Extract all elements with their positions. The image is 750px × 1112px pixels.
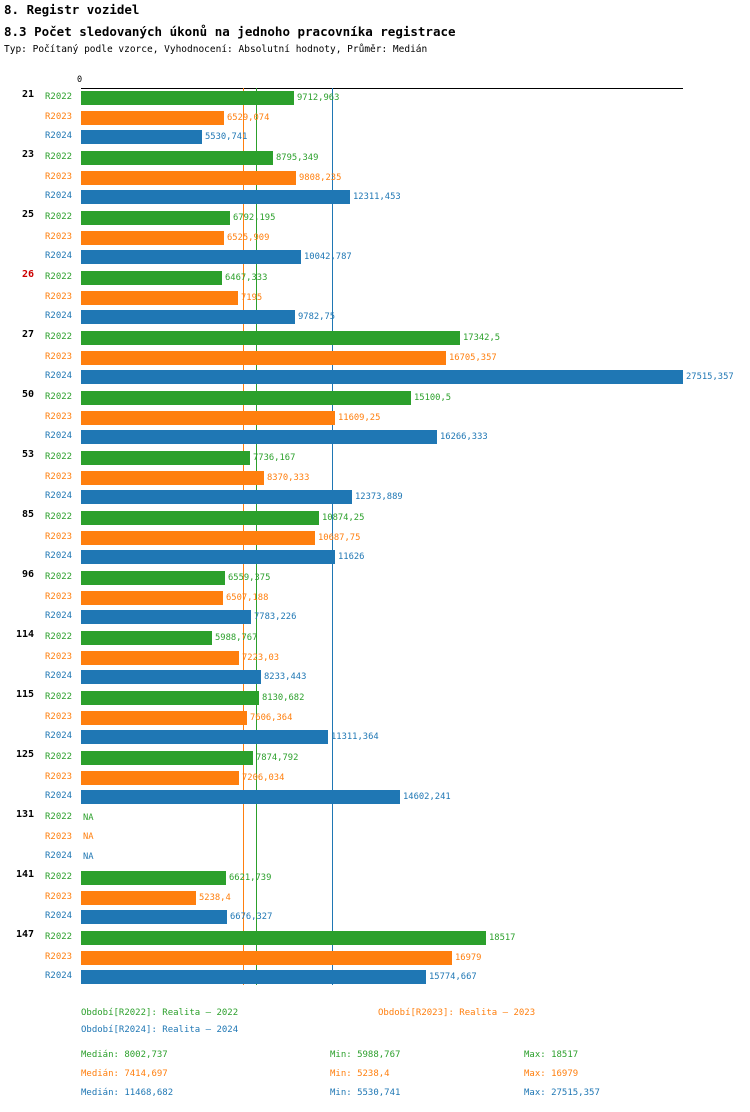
series-label-r2023-131: R2023 [45, 831, 73, 842]
bar-r2022-26[interactable] [81, 271, 222, 285]
series-label-r2023-53: R2023 [45, 471, 73, 482]
series-label-r2024-147: R2024 [45, 971, 73, 981]
series-label-r2024-21: R2024 [45, 131, 73, 141]
series-label-r2022-85: R2022 [45, 512, 73, 522]
series-label-r2024-125: R2024 [45, 791, 73, 801]
group-label-96: 96 [21, 569, 34, 580]
bar-value-r2022-26: 6467,333 [225, 273, 268, 283]
bar-value-r2022-85: 10874,25 [322, 513, 365, 523]
bar-r2024-21[interactable] [81, 130, 202, 144]
series-label-r2022-50: R2022 [45, 392, 73, 402]
bar-r2023-27[interactable] [81, 351, 446, 365]
group-label-53: 53 [21, 449, 34, 460]
bar-r2024-23[interactable] [81, 190, 350, 204]
bar-r2024-115[interactable] [81, 730, 328, 744]
series-label-r2023-85: R2023 [45, 531, 73, 542]
bar-value-r2024-115: 11311,364 [331, 732, 379, 742]
series-label-r2023-96: R2023 [45, 591, 73, 602]
series-label-r2022-23: R2022 [45, 152, 73, 162]
bar-r2024-27[interactable] [81, 370, 683, 384]
bar-r2022-23[interactable] [81, 151, 273, 165]
group-label-50: 50 [21, 389, 34, 400]
bar-value-r2022-25: 6792,195 [233, 213, 276, 223]
bar-value-r2024-50: 16266,333 [440, 432, 488, 442]
bar-value-r2022-125: 7874,792 [256, 753, 299, 763]
bar-value-r2023-21: 6529,074 [227, 112, 270, 123]
stat-text: Medián: 11468,682 [81, 1088, 174, 1098]
series-label-r2023-141: R2023 [45, 891, 73, 902]
series-label-r2023-114: R2023 [45, 651, 73, 662]
bar-r2022-147[interactable] [81, 931, 486, 945]
bar-r2024-26[interactable] [81, 310, 295, 324]
series-label-r2024-85: R2024 [45, 551, 73, 561]
legend-item[interactable]: Období[R2024]: Realita – 2024 [81, 1025, 239, 1035]
bar-r2024-50[interactable] [81, 430, 437, 444]
bar-value-r2024-23: 12311,453 [353, 192, 401, 202]
group-label-114: 114 [15, 629, 34, 640]
bar-value-r2022-114: 5988,767 [215, 633, 258, 643]
series-label-r2022-125: R2022 [45, 752, 73, 762]
series-label-r2024-23: R2024 [45, 191, 73, 201]
series-label-r2023-115: R2023 [45, 711, 73, 722]
series-label-r2022-26: R2022 [45, 272, 73, 282]
group-label-141: 141 [15, 869, 34, 880]
bar-value-r2023-27: 16705,357 [449, 352, 497, 363]
bar-r2023-21[interactable] [81, 111, 224, 125]
bar-value-r2023-141: 5238,4 [199, 892, 231, 903]
bar-r2024-53[interactable] [81, 490, 352, 504]
stat-text: Min: 5238,4 [330, 1069, 390, 1079]
bar-r2024-125[interactable] [81, 790, 400, 804]
legend-item[interactable]: Období[R2022]: Realita – 2022 [81, 1008, 239, 1018]
bar-r2022-27[interactable] [81, 331, 460, 345]
bar-value-r2022-50: 15100,5 [414, 393, 452, 403]
bar-value-r2023-85: 10687,75 [318, 532, 361, 543]
bar-r2023-26[interactable] [81, 291, 238, 305]
bar-value-r2022-53: 7736,167 [253, 453, 296, 463]
bar-na-r2024-131: NA [83, 851, 94, 862]
bar-r2023-125[interactable] [81, 771, 239, 785]
chart-title: 8.3 Počet sledovaných úkonů na jednoho pracovníka registrace [4, 24, 456, 39]
bar-r2023-115[interactable] [81, 711, 247, 725]
series-label-r2024-26: R2024 [45, 311, 73, 321]
series-label-r2024-27: R2024 [45, 371, 73, 381]
group-label-23: 23 [21, 149, 34, 160]
bar-r2023-23[interactable] [81, 171, 296, 185]
bar-r2022-25[interactable] [81, 211, 230, 225]
bar-r2024-114[interactable] [81, 670, 261, 684]
bar-value-r2024-27: 27515,357 [686, 372, 734, 382]
bar-value-r2022-21: 9712,963 [297, 93, 340, 103]
series-label-r2023-27: R2023 [45, 351, 73, 362]
bar-r2023-96[interactable] [81, 591, 223, 605]
bar-value-r2024-21: 5530,741 [205, 132, 248, 142]
bar-r2022-85[interactable] [81, 511, 319, 525]
bar-r2024-25[interactable] [81, 250, 301, 264]
page-title: 8. Registr vozidel [4, 2, 140, 17]
series-label-r2022-27: R2022 [45, 332, 73, 342]
group-label-26: 26 [21, 269, 34, 280]
bar-value-r2022-147: 18517 [489, 933, 516, 943]
bar-r2024-141[interactable] [81, 910, 227, 924]
bar-value-r2023-26: 7195 [241, 292, 263, 303]
series-label-r2024-96: R2024 [45, 611, 73, 621]
bar-value-r2023-96: 6507,188 [226, 592, 269, 603]
x-axis-tick-0: 0 [77, 75, 83, 85]
bar-value-r2023-23: 9808,235 [299, 172, 342, 183]
series-label-r2022-115: R2022 [45, 692, 73, 702]
bar-value-r2022-23: 8795,349 [276, 153, 319, 163]
chart-typeline: Typ: Počítaný podle vzorce, Vyhodnocení: Absolutní hodnoty, Průměr: Medián [4, 44, 428, 55]
bar-r2022-125[interactable] [81, 751, 253, 765]
bar-value-r2023-125: 7206,034 [242, 772, 285, 783]
bar-value-r2024-85: 11626 [338, 552, 365, 562]
group-label-25: 25 [21, 209, 34, 220]
series-label-r2023-25: R2023 [45, 231, 73, 242]
stat-text: Medián: 7414,697 [81, 1069, 168, 1079]
bar-value-r2022-141: 6621,739 [229, 873, 272, 883]
bar-r2022-114[interactable] [81, 631, 212, 645]
series-label-r2024-25: R2024 [45, 251, 73, 261]
series-label-r2023-23: R2023 [45, 171, 73, 182]
bar-value-r2023-147: 16979 [455, 952, 482, 963]
bar-value-r2023-115: 7606,364 [250, 712, 293, 723]
stat-text: Min: 5988,767 [330, 1050, 401, 1060]
bar-na-r2023-131: NA [83, 832, 94, 842]
bar-r2022-21[interactable] [81, 91, 294, 105]
bar-r2022-53[interactable] [81, 451, 250, 465]
bar-value-r2023-53: 8370,333 [267, 472, 310, 483]
stat-text: Min: 5530,741 [330, 1088, 401, 1098]
series-label-r2024-131: R2024 [45, 851, 73, 861]
bar-value-r2022-27: 17342,5 [463, 333, 501, 343]
bar-value-r2024-96: 7783,226 [254, 612, 297, 622]
bar-r2023-53[interactable] [81, 471, 264, 485]
series-label-r2022-96: R2022 [45, 572, 73, 582]
stat-text: Max: 27515,357 [524, 1088, 600, 1098]
bar-r2022-141[interactable] [81, 871, 226, 885]
series-label-r2023-26: R2023 [45, 291, 73, 302]
series-label-r2024-50: R2024 [45, 431, 73, 441]
bar-value-r2024-141: 6676,327 [230, 912, 273, 922]
bar-r2023-114[interactable] [81, 651, 239, 665]
series-label-r2022-141: R2022 [45, 872, 73, 882]
bar-value-r2024-147: 15774,667 [429, 972, 477, 982]
bar-r2024-147[interactable] [81, 970, 426, 984]
series-label-r2024-53: R2024 [45, 491, 73, 501]
stat-text: Medián: 8002,737 [81, 1050, 168, 1060]
group-label-85: 85 [21, 509, 34, 520]
stat-text: Max: 18517 [524, 1050, 579, 1060]
group-label-147: 147 [15, 929, 34, 940]
bar-value-r2024-114: 8233,443 [264, 672, 307, 682]
series-label-r2024-115: R2024 [45, 731, 73, 741]
stat-text: Max: 16979 [524, 1069, 579, 1079]
bar-value-r2024-53: 12373,889 [355, 492, 403, 502]
group-label-27: 27 [21, 329, 34, 340]
x-axis-line [81, 88, 683, 89]
series-label-r2023-21: R2023 [45, 111, 73, 122]
bar-value-r2024-26: 9782,75 [298, 312, 336, 322]
bar-r2024-85[interactable] [81, 550, 335, 564]
series-label-r2022-53: R2022 [45, 452, 73, 462]
bar-value-r2023-25: 6525,909 [227, 232, 270, 243]
group-label-131: 131 [15, 809, 34, 820]
bar-value-r2022-96: 6559,375 [228, 573, 271, 583]
bar-r2023-141[interactable] [81, 891, 196, 905]
group-label-21: 21 [21, 89, 34, 100]
group-label-115: 115 [15, 689, 34, 700]
series-label-r2024-141: R2024 [45, 911, 73, 921]
series-label-r2022-114: R2022 [45, 632, 73, 642]
bar-r2022-96[interactable] [81, 571, 225, 585]
series-label-r2022-21: R2022 [45, 92, 73, 102]
bar-na-r2022-131: NA [83, 812, 94, 823]
bar-r2023-25[interactable] [81, 231, 224, 245]
bar-value-r2024-125: 14602,241 [403, 792, 451, 802]
series-label-r2023-50: R2023 [45, 411, 73, 422]
series-label-r2023-147: R2023 [45, 951, 73, 962]
group-label-125: 125 [15, 749, 34, 760]
bar-r2022-115[interactable] [81, 691, 259, 705]
bar-value-r2023-114: 7223,03 [242, 652, 280, 663]
series-label-r2022-25: R2022 [45, 212, 73, 222]
series-label-r2024-114: R2024 [45, 671, 73, 681]
bar-r2023-147[interactable] [81, 951, 452, 965]
bar-value-r2024-25: 10042,787 [304, 252, 352, 262]
series-label-r2022-147: R2022 [45, 932, 73, 942]
series-label-r2023-125: R2023 [45, 771, 73, 782]
series-label-r2022-131: R2022 [45, 812, 73, 822]
bar-r2023-85[interactable] [81, 531, 315, 545]
bar-value-r2022-115: 8130,682 [262, 693, 305, 703]
bar-r2023-50[interactable] [81, 411, 335, 425]
legend-item[interactable]: Období[R2023]: Realita – 2023 [378, 1008, 536, 1018]
bar-value-r2023-50: 11609,25 [338, 412, 381, 423]
bar-r2024-96[interactable] [81, 610, 251, 624]
bar-r2022-50[interactable] [81, 391, 411, 405]
